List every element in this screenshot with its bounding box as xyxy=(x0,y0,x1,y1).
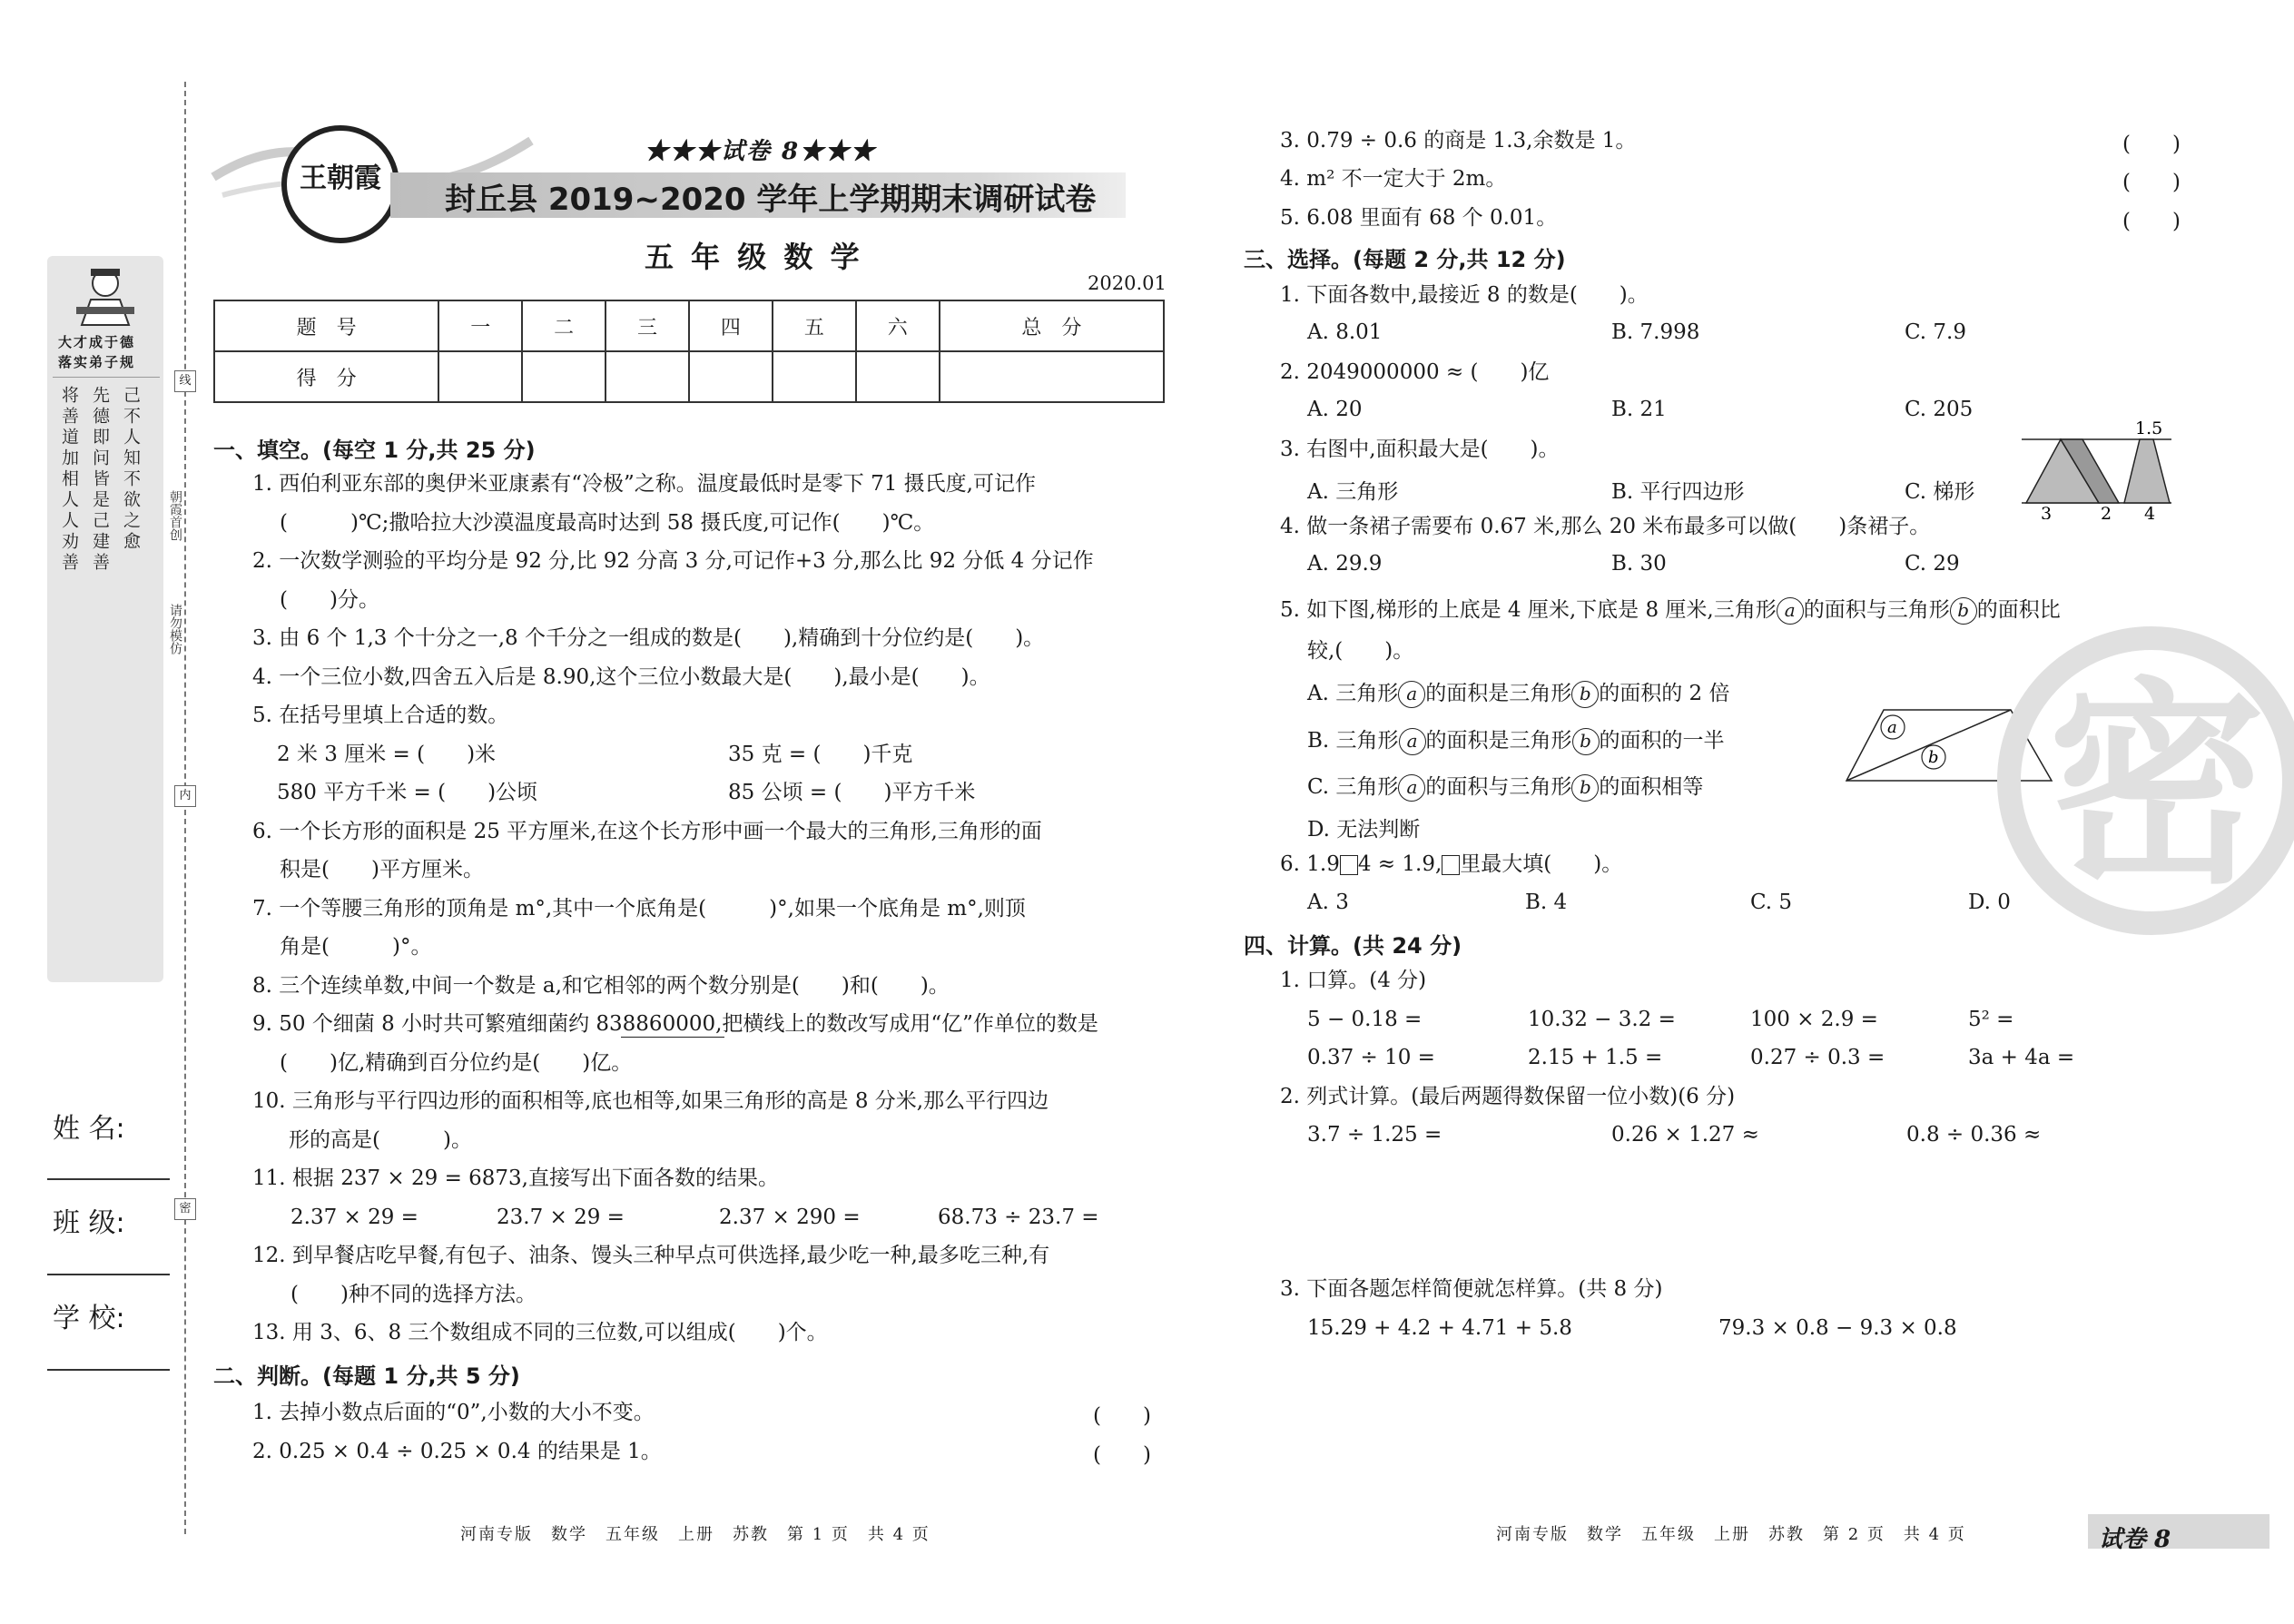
motto-title-2: 落实弟子规 xyxy=(58,354,136,370)
q5-text: 5. 如下图,梯形的上底是 4 厘米,下底是 8 厘米,三角形 xyxy=(1280,598,1777,622)
choice-option[interactable]: C. 梯形 xyxy=(1905,480,1975,504)
blank-box-icon xyxy=(1340,855,1358,875)
score-head: 四 xyxy=(689,300,773,351)
section3-title: 三、选择。(每题 2 分,共 12 分) xyxy=(1244,247,1566,272)
s1-line: 580 平方千米 = ( )公顷 xyxy=(277,781,538,804)
s1-line: 1. 西伯利亚东部的奥伊米亚康素有“冷极”之称。温度最低时是零下 71 摄氏度,可记作 xyxy=(252,472,1036,496)
calc-item[interactable]: 15.29 + 4.2 + 4.71 + 5.8 xyxy=(1307,1316,1572,1340)
logo-seal: 王朝霞 xyxy=(281,125,399,243)
cut-mark-secret: 密 xyxy=(174,1198,196,1220)
choice-option[interactable]: B. 4 xyxy=(1525,891,1568,914)
side-text-1: 朝霞首创 xyxy=(168,490,182,541)
calc-part3: 3. 下面各题怎样简便就怎样算。(共 8 分) xyxy=(1280,1277,1663,1301)
shapes-figure xyxy=(2017,419,2176,519)
circle-a-icon: a xyxy=(1777,597,1804,625)
watermark-char: 密 xyxy=(2048,659,2267,913)
answer-paren[interactable]: ( ) xyxy=(2122,210,2181,233)
fig-label-b1: 3 xyxy=(2041,504,2053,519)
opt-text: 的面积相等 xyxy=(1599,775,1704,799)
opt-text: 的面积是三角形 xyxy=(1425,729,1572,753)
choice-q5 xyxy=(1280,596,2061,625)
s1-line: 2 米 3 厘米 = ( )米 xyxy=(277,743,497,766)
choice-option[interactable]: D. 无法判断 xyxy=(1307,818,1421,842)
q6-text: 4 ≈ 1.9, xyxy=(1357,852,1442,876)
motto-col: 先德即问皆是己建善 xyxy=(90,386,110,574)
score-head: 五 xyxy=(773,300,856,351)
q5-text: 的面积与三角形 xyxy=(1803,598,1950,622)
calc-item[interactable]: 79.3 × 0.8 − 9.3 × 0.8 xyxy=(1718,1316,1957,1340)
number-underline xyxy=(621,1037,724,1038)
choice-option[interactable]: B. 21 xyxy=(1611,398,1667,421)
s1-line: ( )种不同的选择方法。 xyxy=(290,1283,537,1306)
s1-line: 9. 50 个细菌 8 小时共可繁殖细菌约 838860000,把横线上的数改写成用“亿”作单位的数是 xyxy=(252,1012,1098,1036)
judge-item: 4. m² 不一定大于 2m。 xyxy=(1280,167,1507,191)
calc-item[interactable]: 0.26 × 1.27 ≈ xyxy=(1611,1123,1759,1147)
choice-option[interactable]: C. 5 xyxy=(1750,891,1793,914)
cut-line xyxy=(184,82,186,1534)
class-label: 班 级: xyxy=(53,1207,125,1239)
corner-label: 试卷 8 xyxy=(2099,1526,2171,1553)
side-text-2: 请勿模仿 xyxy=(168,604,182,655)
circle-b-icon: b xyxy=(1571,681,1599,708)
choice-option[interactable]: C. 205 xyxy=(1905,398,1974,421)
choice-q4: 4. 做一条裙子需要布 0.67 米,那么 20 米布最多可以做( )条裙子。 xyxy=(1280,515,1931,538)
s1-line: 5. 在括号里填上合适的数。 xyxy=(252,704,509,727)
choice-q6 xyxy=(1280,851,1622,878)
choice-q2: 2. 2049000000 ≈ ( )亿 xyxy=(1280,360,1550,384)
answer-paren[interactable]: ( ) xyxy=(1093,1404,1151,1428)
choice-option[interactable]: D. 0 xyxy=(1968,891,2011,914)
exam-date: 2020.01 xyxy=(1088,272,1167,294)
motto-divider xyxy=(53,377,160,378)
cut-mark-inner: 内 xyxy=(174,785,196,807)
s1-line: 角是( )°。 xyxy=(280,935,432,959)
calc-item[interactable]: 0.8 ÷ 0.36 ≈ xyxy=(1906,1123,2042,1147)
opt-text: A. 三角形 xyxy=(1307,682,1399,705)
score-head: 总 分 xyxy=(940,300,1164,351)
s1-line: 2.37 × 290 = xyxy=(719,1206,861,1229)
class-line[interactable] xyxy=(47,1274,170,1275)
score-cell[interactable] xyxy=(856,351,940,402)
circle-b-icon: b xyxy=(1950,597,1977,625)
s1-line: ( )分。 xyxy=(280,588,379,612)
s1-line: 23.7 × 29 = xyxy=(497,1206,625,1229)
school-label: 学 校: xyxy=(53,1303,125,1334)
choice-option[interactable]: A. 20 xyxy=(1307,398,1363,421)
calc-item[interactable]: 2.15 + 1.5 = xyxy=(1528,1046,1663,1069)
motto-col: 将善道加相人人劝善 xyxy=(59,386,79,574)
score-head: 三 xyxy=(605,300,689,351)
opt-text: B. 三角形 xyxy=(1307,729,1399,753)
fig-label-b3: 4 xyxy=(2144,504,2156,519)
motto-col: 己不人知不欲之愈 xyxy=(121,386,141,553)
fig-label-top: 1.5 xyxy=(2135,419,2163,438)
circle-a-icon: a xyxy=(1398,774,1425,802)
choice-option[interactable]: B. 30 xyxy=(1611,552,1667,576)
score-cell[interactable] xyxy=(522,351,605,402)
section2-title: 二、判断。(每题 1 分,共 5 分) xyxy=(213,1363,520,1389)
calc-part1: 1. 口算。(4 分) xyxy=(1280,969,1427,992)
footer-left: 河南专版 数学 五年级 上册 苏教 第 1 页 共 4 页 xyxy=(460,1525,930,1544)
s1-line: 68.73 ÷ 23.7 = xyxy=(938,1206,1099,1229)
calc-item[interactable]: 3.7 ÷ 1.25 = xyxy=(1307,1123,1442,1147)
fig-label-b2: 2 xyxy=(2101,504,2112,519)
exam-subtitle: 五 年 级 数 学 xyxy=(645,240,863,274)
opt-text: 的面积与三角形 xyxy=(1425,775,1572,799)
s1-line: ( )亿,精确到百分位约是( )亿。 xyxy=(280,1051,633,1075)
choice-q1: 1. 下面各数中,最接近 8 的数是( )。 xyxy=(1280,283,1649,307)
score-head: 一 xyxy=(438,300,522,351)
circle-b-icon: b xyxy=(1572,728,1600,755)
choice-option[interactable]: A. 8.01 xyxy=(1307,320,1383,344)
section4-title: 四、计算。(共 24 分) xyxy=(1244,933,1462,959)
opt-text: C. 三角形 xyxy=(1307,775,1399,799)
opt-text: 的面积的 2 倍 xyxy=(1599,682,1730,705)
cut-mark-line: 线 xyxy=(174,370,196,392)
calc-item[interactable]: 0.37 ÷ 10 = xyxy=(1307,1046,1435,1069)
choice-option[interactable]: C. 29 xyxy=(1905,552,1960,576)
name-label: 姓 名: xyxy=(53,1113,125,1145)
s1-line: 形的高是( )。 xyxy=(289,1128,472,1152)
score-head: 题 号 xyxy=(214,300,438,351)
s1-line: 6. 一个长方形的面积是 25 平方厘米,在这个长方形中画一个最大的三角形,三角形的面 xyxy=(252,820,1042,843)
choice-option[interactable] xyxy=(1307,676,1730,708)
calc-item[interactable]: 3a + 4a = xyxy=(1968,1046,2075,1069)
s1-line: 10. 三角形与平行四边形的面积相等,底也相等,如果三角形的高是 8 分米,那么平行四边 xyxy=(252,1089,1049,1113)
judge-item: 3. 0.79 ÷ 0.6 的商是 1.3,余数是 1。 xyxy=(1280,129,1637,153)
calc-item[interactable]: 5² = xyxy=(1968,1008,2014,1031)
circle-a-icon: a xyxy=(1399,728,1426,755)
choice-option[interactable] xyxy=(1307,723,1725,755)
answer-paren[interactable]: ( ) xyxy=(1093,1443,1151,1467)
s1-line: 积是( )平方厘米。 xyxy=(280,858,484,881)
exam-title: 封丘县 2019~2020 学年上学期期末调研试卷 xyxy=(445,182,1097,218)
s1-line: 4. 一个三位小数,四舍五入后是 8.90,这个三位小数最大是( ),最小是( )。 xyxy=(252,665,990,689)
s1-line: 7. 一个等腰三角形的顶角是 m°,其中一个底角是( )°,如果一个底角是 m°,则顶 xyxy=(252,897,1026,920)
judge-item: 1. 去掉小数点后面的“0”,小数的大小不变。 xyxy=(252,1401,655,1424)
s1-line: 8. 三个连续单数,中间一个数是 a,和它相邻的两个数分别是( )和( )。 xyxy=(252,974,950,998)
q5-text-cont: 较,( )。 xyxy=(1307,639,1414,663)
circle-b-icon: b xyxy=(1571,774,1599,802)
s1-line: 35 克 = ( )千克 xyxy=(728,743,913,766)
circle-a-icon: a xyxy=(1398,681,1425,708)
s1-line: 3. 由 6 个 1,3 个十分之一,8 个千分之一组成的数是( ),精确到十分位约是( )。 xyxy=(252,626,1045,650)
opt-text: 的面积的一半 xyxy=(1599,729,1725,753)
choice-option[interactable]: A. 3 xyxy=(1307,891,1349,914)
series-label: ★★★试卷 8★★★ xyxy=(645,138,877,165)
q6-text: 6. 1.9 xyxy=(1280,852,1340,876)
q6-text: 里最大填( )。 xyxy=(1460,852,1623,876)
s1-line: 13. 用 3、6、8 三个数组成不同的三位数,可以组成( )个。 xyxy=(252,1321,828,1344)
s1-line: 12. 到早餐店吃早餐,有包子、油条、馒头三种早点可供选择,最少吃一种,最多吃三种,有 xyxy=(252,1244,1050,1267)
score-cell[interactable] xyxy=(940,351,1164,402)
s1-line: 85 公顷 = ( )平方千米 xyxy=(728,781,976,804)
s1-line: 2. 一次数学测验的平均分是 92 分,比 92 分高 3 分,可记作+3 分,那么比 92 分低 4 分记作 xyxy=(252,549,1094,573)
section1-title: 一、填空。(每空 1 分,共 25 分) xyxy=(213,438,536,463)
answer-paren[interactable]: ( ) xyxy=(2122,133,2181,156)
q5-text: 的面积比 xyxy=(1976,598,2061,622)
motto-columns xyxy=(58,386,142,949)
score-head: 二 xyxy=(522,300,605,351)
choice-q3: 3. 右图中,面积最大是( )。 xyxy=(1280,438,1560,461)
name-line[interactable] xyxy=(47,1178,170,1180)
opt-text: 的面积是三角形 xyxy=(1425,682,1572,705)
s1-line: 2.37 × 29 = xyxy=(290,1206,418,1229)
school-line[interactable] xyxy=(47,1369,170,1371)
motto-title-1: 大才成于德 xyxy=(58,334,136,350)
secret-watermark xyxy=(1997,626,2294,935)
judge-item: 5. 6.08 里面有 68 个 0.01。 xyxy=(1280,206,1558,230)
calc-part2: 2. 列式计算。(最后两题得数保留一位小数)(6 分) xyxy=(1280,1085,1736,1108)
fig-a: a xyxy=(1887,718,1897,737)
choice-option[interactable] xyxy=(1307,770,1703,802)
choice-option[interactable]: B. 平行四边形 xyxy=(1611,480,1745,504)
score-head: 六 xyxy=(856,300,940,351)
choice-option[interactable]: C. 7.9 xyxy=(1905,320,1966,344)
score-cell[interactable] xyxy=(605,351,689,402)
score-cell[interactable] xyxy=(438,351,522,402)
footer-right: 河南专版 数学 五年级 上册 苏教 第 2 页 共 4 页 xyxy=(1496,1525,1966,1544)
score-row-label: 得 分 xyxy=(214,351,438,402)
choice-option[interactable]: A. 29.9 xyxy=(1307,552,1383,576)
scholar-icon xyxy=(73,263,138,327)
choice-option[interactable]: B. 7.998 xyxy=(1611,320,1700,344)
calc-item[interactable]: 5 − 0.18 = xyxy=(1307,1008,1423,1031)
judge-item: 2. 0.25 × 0.4 ÷ 0.25 × 0.4 的结果是 1。 xyxy=(252,1440,662,1463)
calc-item[interactable]: 100 × 2.9 = xyxy=(1750,1008,1878,1031)
calc-item[interactable]: 0.27 ÷ 0.3 = xyxy=(1750,1046,1885,1069)
s1-line: ( )℃;撒哈拉大沙漠温度最高时达到 58 摄氏度,可记作( )℃。 xyxy=(280,511,935,535)
calc-item[interactable]: 10.32 − 3.2 = xyxy=(1528,1008,1676,1031)
blank-box-icon xyxy=(1442,855,1460,875)
answer-paren[interactable]: ( ) xyxy=(2122,171,2181,194)
score-table xyxy=(213,300,1165,403)
s1-line: 11. 根据 237 × 29 = 6873,直接写出下面各数的结果。 xyxy=(252,1166,779,1190)
choice-option[interactable]: A. 三角形 xyxy=(1307,480,1399,504)
fig-b: b xyxy=(1928,748,1939,767)
score-cell[interactable] xyxy=(689,351,773,402)
score-cell[interactable] xyxy=(773,351,856,402)
